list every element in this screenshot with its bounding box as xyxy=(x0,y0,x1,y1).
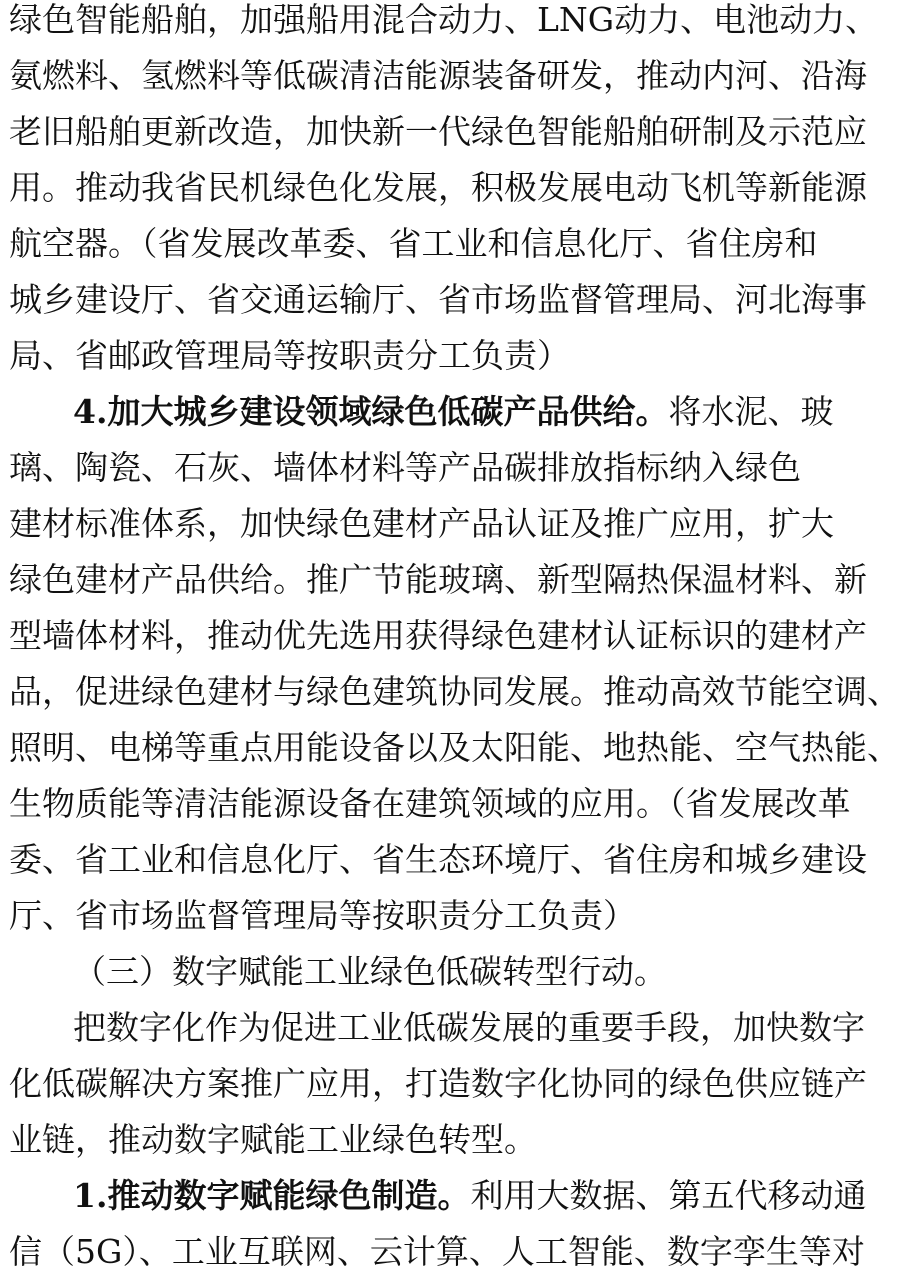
text-line xyxy=(9,0,879,49)
line-text: 生物质能等清洁能源设备在建筑领域的应用。（省发展改革 xyxy=(9,784,851,823)
section-heading: 4.加大城乡建设领域绿色低碳产品供给。 xyxy=(73,392,669,431)
text-line xyxy=(9,495,834,553)
text-line xyxy=(9,103,867,161)
text-line xyxy=(9,887,809,945)
line-text: 利用大数据、第五代移动通 xyxy=(470,1176,867,1215)
section-heading: 1.推动数字赋能绿色制造。 xyxy=(73,1176,471,1215)
line-text: 照明、电梯等重点用能设备以及太阳能、地热能、空气热能、 xyxy=(9,728,900,767)
section-heading-line xyxy=(73,383,873,441)
text-line xyxy=(73,999,873,1057)
line-text: 厅、省市场监督管理局等按职责分工负责） xyxy=(9,896,636,935)
line-text: 航空器。（省发展改革委、省工业和信息化厅、省住房和 xyxy=(9,224,818,263)
text-line xyxy=(9,607,867,665)
line-text: 委、省工业和信息化厅、省生态环境厅、省住房和城乡建设 xyxy=(9,840,867,879)
line-text: 城乡建设厅、省交通运输厅、省市场监督管理局、河北海事 xyxy=(9,280,867,319)
text-line xyxy=(9,775,851,833)
text-line xyxy=(9,271,867,329)
text-line xyxy=(9,1111,809,1169)
line-text: （三）数字赋能工业绿色低碳转型行动。 xyxy=(73,952,667,991)
text-line xyxy=(9,663,900,721)
text-line xyxy=(9,551,867,609)
line-text: 信（5G）、工业互联网、云计算、人工智能、数字孪生等对 xyxy=(9,1232,865,1271)
line-text: 璃、陶瓷、石灰、墙体材料等产品碳排放指标纳入绿色 xyxy=(9,448,801,487)
line-text: 建材标准体系，加快绿色建材产品认证及推广应用，扩大 xyxy=(9,504,834,543)
line-text: 型墙体材料，推动优先选用获得绿色建材认证标识的建材产 xyxy=(9,616,867,655)
line-text: 用。推动我省民机绿色化发展，积极发展电动飞机等新能源 xyxy=(9,168,867,207)
line-text: 业链，推动数字赋能工业绿色转型。 xyxy=(9,1120,537,1159)
line-text: 化低碳解决方案推广应用，打造数字化协同的绿色供应链产 xyxy=(9,1064,867,1103)
text-line xyxy=(9,439,809,497)
text-line xyxy=(9,1055,867,1113)
subsection-heading xyxy=(73,943,873,1001)
line-text: 绿色建材产品供给。推广节能玻璃、新型隔热保温材料、新 xyxy=(9,560,867,599)
line-text: 绿色智能船舶，加强船用混合动力、LNG动力、电池动力、 xyxy=(9,0,879,39)
text-line xyxy=(9,159,867,217)
text-line xyxy=(9,1223,865,1281)
text-line xyxy=(9,47,867,105)
text-line xyxy=(9,215,818,273)
section-heading-line xyxy=(73,1167,873,1225)
line-text: 将水泥、玻 xyxy=(668,392,834,431)
line-text: 老旧船舶更新改造，加快新一代绿色智能船舶研制及示范应 xyxy=(9,112,867,151)
text-line xyxy=(9,719,900,777)
line-text: 品，促进绿色建材与绿色建筑协同发展。推动高效节能空调、 xyxy=(9,672,900,711)
line-text: 把数字化作为促进工业低碳发展的重要手段，加快数字 xyxy=(73,1008,865,1047)
line-text: 氨燃料、氢燃料等低碳清洁能源装备研发，推动内河、沿海 xyxy=(9,56,867,95)
text-line xyxy=(9,831,867,889)
line-text: 局、省邮政管理局等按职责分工负责） xyxy=(9,336,570,375)
text-line xyxy=(9,327,809,385)
